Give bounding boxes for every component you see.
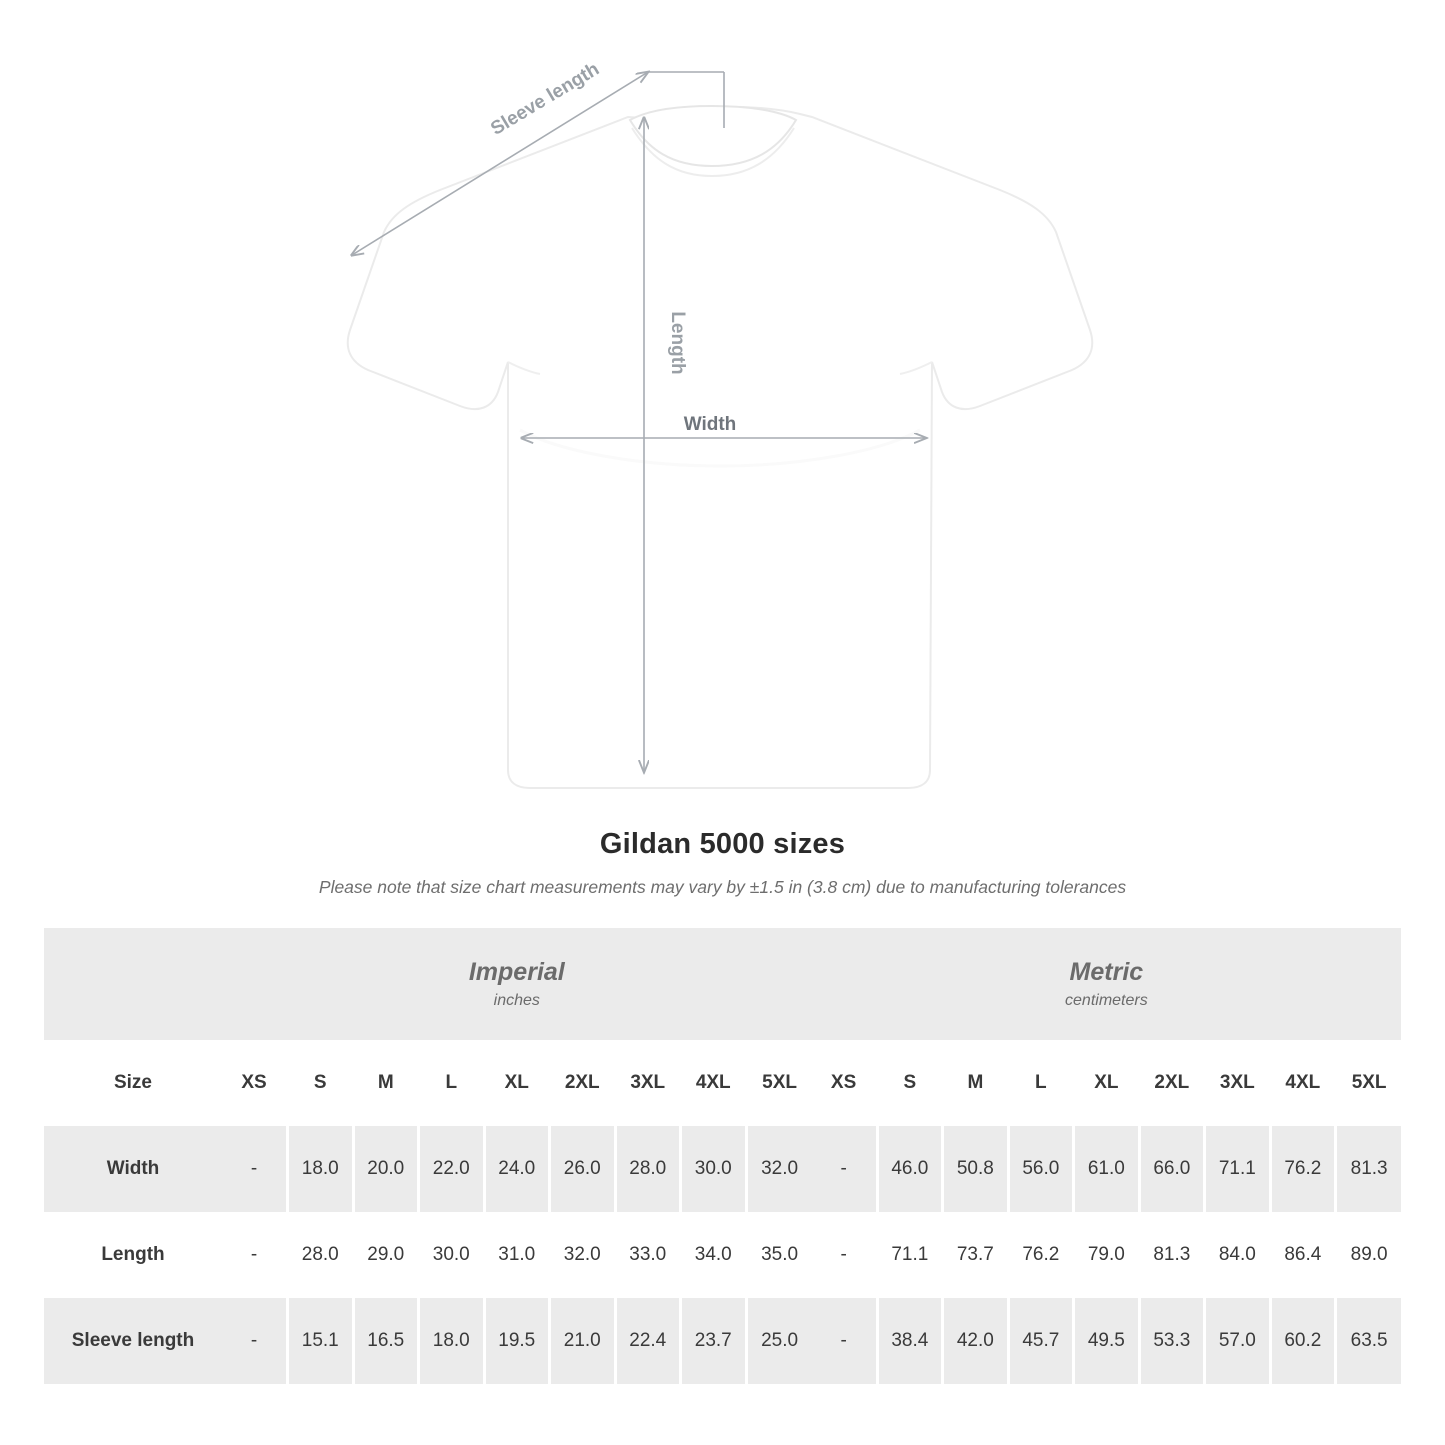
cell-width-metric-s: 46.0 — [877, 1126, 943, 1212]
cell-width-imperial-m: 20.0 — [353, 1126, 419, 1212]
title-block — [0, 828, 1445, 898]
cell-length-metric-2xl: 81.3 — [1139, 1212, 1205, 1298]
cell-length-metric-4xl: 86.4 — [1270, 1212, 1336, 1298]
size-table — [44, 928, 1401, 1384]
cell-length-metric-5xl: 89.0 — [1336, 1212, 1402, 1298]
cell-sleeve-length-imperial-2xl: 21.0 — [550, 1298, 616, 1384]
size-header-metric-5xl: 5XL — [1336, 1040, 1402, 1126]
unit-subtitle: centimeters — [1065, 992, 1148, 1010]
cell-sleeve-length-imperial-5xl: 25.0 — [746, 1298, 812, 1384]
size-header-metric-l: L — [1008, 1040, 1074, 1126]
cell-length-imperial-5xl: 35.0 — [746, 1212, 812, 1298]
cell-width-imperial-xs: - — [222, 1126, 288, 1212]
table-row — [44, 1126, 1401, 1212]
size-header-imperial-m: M — [353, 1040, 419, 1126]
unit-header-row — [44, 928, 1401, 1040]
unit-header-imperial — [222, 928, 812, 1040]
cell-sleeve-length-metric-xl: 49.5 — [1074, 1298, 1140, 1384]
cell-length-imperial-2xl: 32.0 — [550, 1212, 616, 1298]
size-header-metric-xl: XL — [1074, 1040, 1140, 1126]
cell-width-metric-3xl: 71.1 — [1205, 1126, 1271, 1212]
cell-length-imperial-xl: 31.0 — [484, 1212, 550, 1298]
cell-width-metric-xl: 61.0 — [1074, 1126, 1140, 1212]
cell-width-imperial-xl: 24.0 — [484, 1126, 550, 1212]
size-header-imperial-xl: XL — [484, 1040, 550, 1126]
cell-width-imperial-4xl: 30.0 — [681, 1126, 747, 1212]
cell-sleeve-length-imperial-l: 18.0 — [419, 1298, 485, 1384]
cell-length-imperial-m: 29.0 — [353, 1212, 419, 1298]
size-header-metric-2xl: 2XL — [1139, 1040, 1205, 1126]
cell-width-metric-4xl: 76.2 — [1270, 1126, 1336, 1212]
tshirt-shape — [348, 106, 1093, 788]
cell-length-imperial-l: 30.0 — [419, 1212, 485, 1298]
cell-sleeve-length-metric-4xl: 60.2 — [1270, 1298, 1336, 1384]
unit-subtitle: inches — [493, 992, 540, 1010]
page-title: Gildan 5000 sizes — [599, 828, 846, 860]
cell-sleeve-length-imperial-xs: - — [222, 1298, 288, 1384]
cell-length-imperial-4xl: 34.0 — [681, 1212, 747, 1298]
cell-sleeve-length-metric-s: 38.4 — [877, 1298, 943, 1384]
cell-width-imperial-3xl: 28.0 — [615, 1126, 681, 1212]
unit-name: Imperial — [468, 957, 565, 986]
cell-width-metric-m: 50.8 — [943, 1126, 1009, 1212]
cell-length-metric-l: 76.2 — [1008, 1212, 1074, 1298]
size-header-imperial-4xl: 4XL — [681, 1040, 747, 1126]
cell-length-imperial-s: 28.0 — [288, 1212, 354, 1298]
cell-width-metric-xs: - — [812, 1126, 878, 1212]
size-header-imperial-3xl: 3XL — [615, 1040, 681, 1126]
cell-length-metric-3xl: 84.0 — [1205, 1212, 1271, 1298]
size-header-imperial-l: L — [419, 1040, 485, 1126]
cell-width-imperial-5xl: 32.0 — [746, 1126, 812, 1212]
unit-header-metric — [812, 928, 1402, 1040]
row-label-sleeve-length: Sleeve length — [44, 1298, 222, 1384]
cell-width-metric-5xl: 81.3 — [1336, 1126, 1402, 1212]
size-header-metric-s: S — [877, 1040, 943, 1126]
cell-sleeve-length-imperial-xl: 19.5 — [484, 1298, 550, 1384]
cell-sleeve-length-metric-xs: - — [812, 1298, 878, 1384]
cell-length-metric-s: 71.1 — [877, 1212, 943, 1298]
size-header-imperial-xs: XS — [222, 1040, 288, 1126]
size-label-cell: Size — [44, 1040, 222, 1126]
table-row — [44, 1212, 1401, 1298]
svg-text:Width: Width — [683, 414, 737, 435]
row-label-length: Length — [44, 1212, 222, 1298]
size-header-metric-4xl: 4XL — [1270, 1040, 1336, 1126]
size-header-imperial-s: S — [288, 1040, 354, 1126]
row-label-width: Width — [44, 1126, 222, 1212]
cell-length-metric-m: 73.7 — [943, 1212, 1009, 1298]
cell-sleeve-length-metric-m: 42.0 — [943, 1298, 1009, 1384]
cell-width-metric-2xl: 66.0 — [1139, 1126, 1205, 1212]
cell-length-imperial-3xl: 33.0 — [615, 1212, 681, 1298]
cell-sleeve-length-metric-2xl: 53.3 — [1139, 1298, 1205, 1384]
svg-text:Sleeve length: Sleeve length — [487, 58, 604, 140]
size-header-metric-m: M — [943, 1040, 1009, 1126]
unit-header-spacer — [44, 928, 222, 1040]
size-header-metric-xs: XS — [812, 1040, 878, 1126]
cell-length-metric-xs: - — [812, 1212, 878, 1298]
cell-sleeve-length-imperial-3xl: 22.4 — [615, 1298, 681, 1384]
cell-sleeve-length-metric-3xl: 57.0 — [1205, 1298, 1271, 1384]
cell-width-imperial-2xl: 26.0 — [550, 1126, 616, 1212]
table-row — [44, 1298, 1401, 1384]
cell-sleeve-length-imperial-m: 16.5 — [353, 1298, 419, 1384]
svg-text:Length: Length — [667, 311, 688, 375]
cell-length-metric-xl: 79.0 — [1074, 1212, 1140, 1298]
cell-length-imperial-xs: - — [222, 1212, 288, 1298]
cell-width-imperial-l: 22.0 — [419, 1126, 485, 1212]
cell-sleeve-length-metric-5xl: 63.5 — [1336, 1298, 1402, 1384]
measurement-note: Please note that size chart measurements may vary by ±1.5 in (3.8 cm) due to manufacturing tolerances — [318, 877, 1127, 897]
size-header-imperial-2xl: 2XL — [550, 1040, 616, 1126]
size-header-imperial-5xl: 5XL — [746, 1040, 812, 1126]
cell-width-imperial-s: 18.0 — [288, 1126, 354, 1212]
cell-sleeve-length-metric-l: 45.7 — [1008, 1298, 1074, 1384]
unit-name: Metric — [1069, 957, 1144, 986]
cell-sleeve-length-imperial-s: 15.1 — [288, 1298, 354, 1384]
cell-width-metric-l: 56.0 — [1008, 1126, 1074, 1212]
size-header-metric-3xl: 3XL — [1205, 1040, 1271, 1126]
size-table-wrap — [44, 928, 1401, 1384]
size-header-row — [44, 1040, 1401, 1126]
cell-sleeve-length-imperial-4xl: 23.7 — [681, 1298, 747, 1384]
